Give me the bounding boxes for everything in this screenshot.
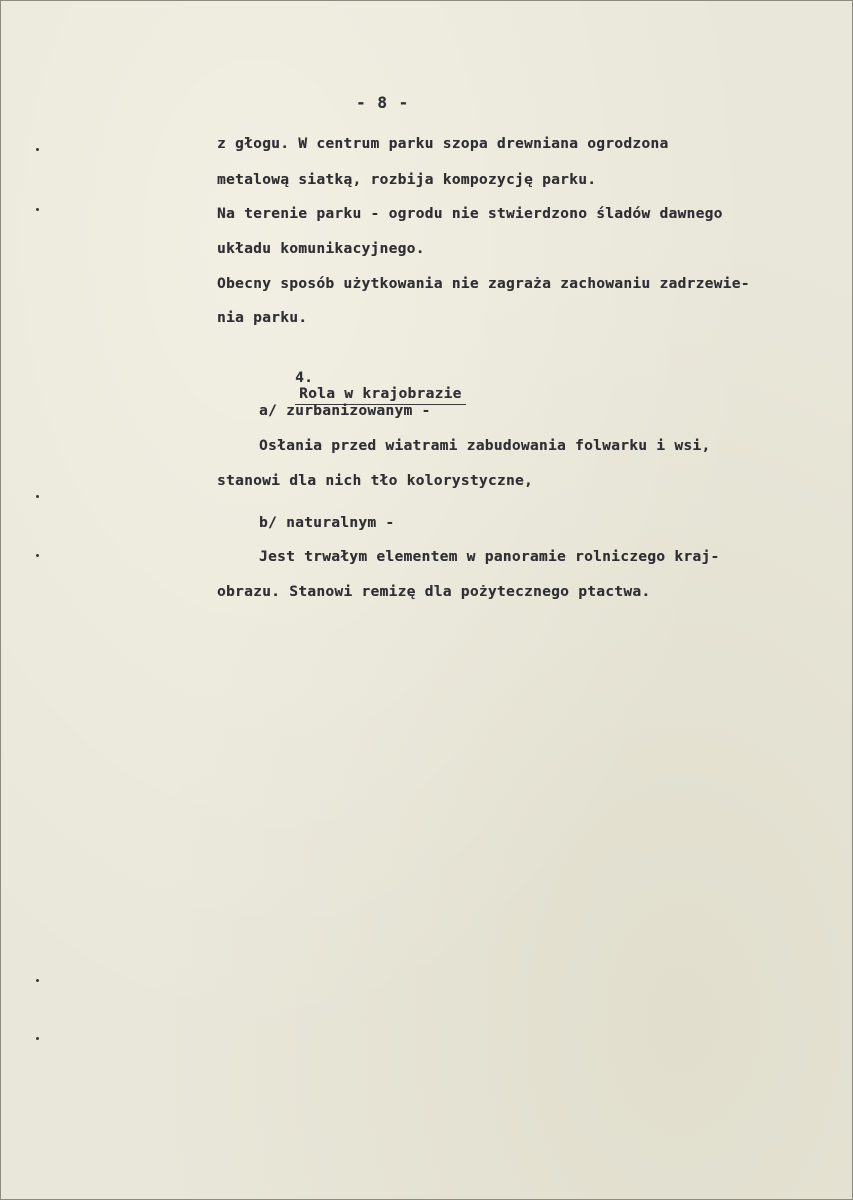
margin-dot bbox=[36, 208, 39, 211]
section-title: Rola w krajobrazie bbox=[295, 387, 466, 405]
subsection-b-label: b/ naturalnym - bbox=[259, 515, 395, 531]
subsection-b-line-2: obrazu. Stanowi remizę dla pożytecznego ptactwa. bbox=[217, 584, 651, 600]
text-line-6: nia parku. bbox=[217, 310, 308, 326]
text-line-5: Obecny sposób użytkowania nie zagraża zachowaniu zadrzewie- bbox=[217, 276, 750, 292]
subsection-b-line-1: Jest trwałym elementem w panoramie rolniczego kraj- bbox=[259, 549, 720, 565]
text-line-2: metalową siatką, rozbija kompozycję parku. bbox=[217, 172, 597, 188]
subsection-a-line-2: stanowi dla nich tło kolorystyczne, bbox=[217, 473, 534, 489]
section-number: 4. bbox=[295, 370, 314, 386]
text-line-3: Na terenie parku - ogrodu nie stwierdzono śladów dawnego bbox=[217, 206, 723, 222]
text-line-4: układu komunikacyjnego. bbox=[217, 241, 425, 257]
margin-dot bbox=[36, 554, 39, 557]
subsection-a-label: a/ zurbanizowanym - bbox=[259, 403, 431, 419]
margin-dot bbox=[36, 1037, 39, 1040]
margin-dot bbox=[36, 495, 39, 498]
subsection-a-line-1: Osłania przed wiatrami zabudowania folwarku i wsi, bbox=[259, 438, 711, 454]
margin-dot bbox=[36, 979, 39, 982]
margin-dot bbox=[36, 148, 39, 151]
text-line-1: z głogu. W centrum parku szopa drewniana ogrodzona bbox=[217, 136, 669, 152]
page-number: - 8 - bbox=[356, 93, 410, 112]
